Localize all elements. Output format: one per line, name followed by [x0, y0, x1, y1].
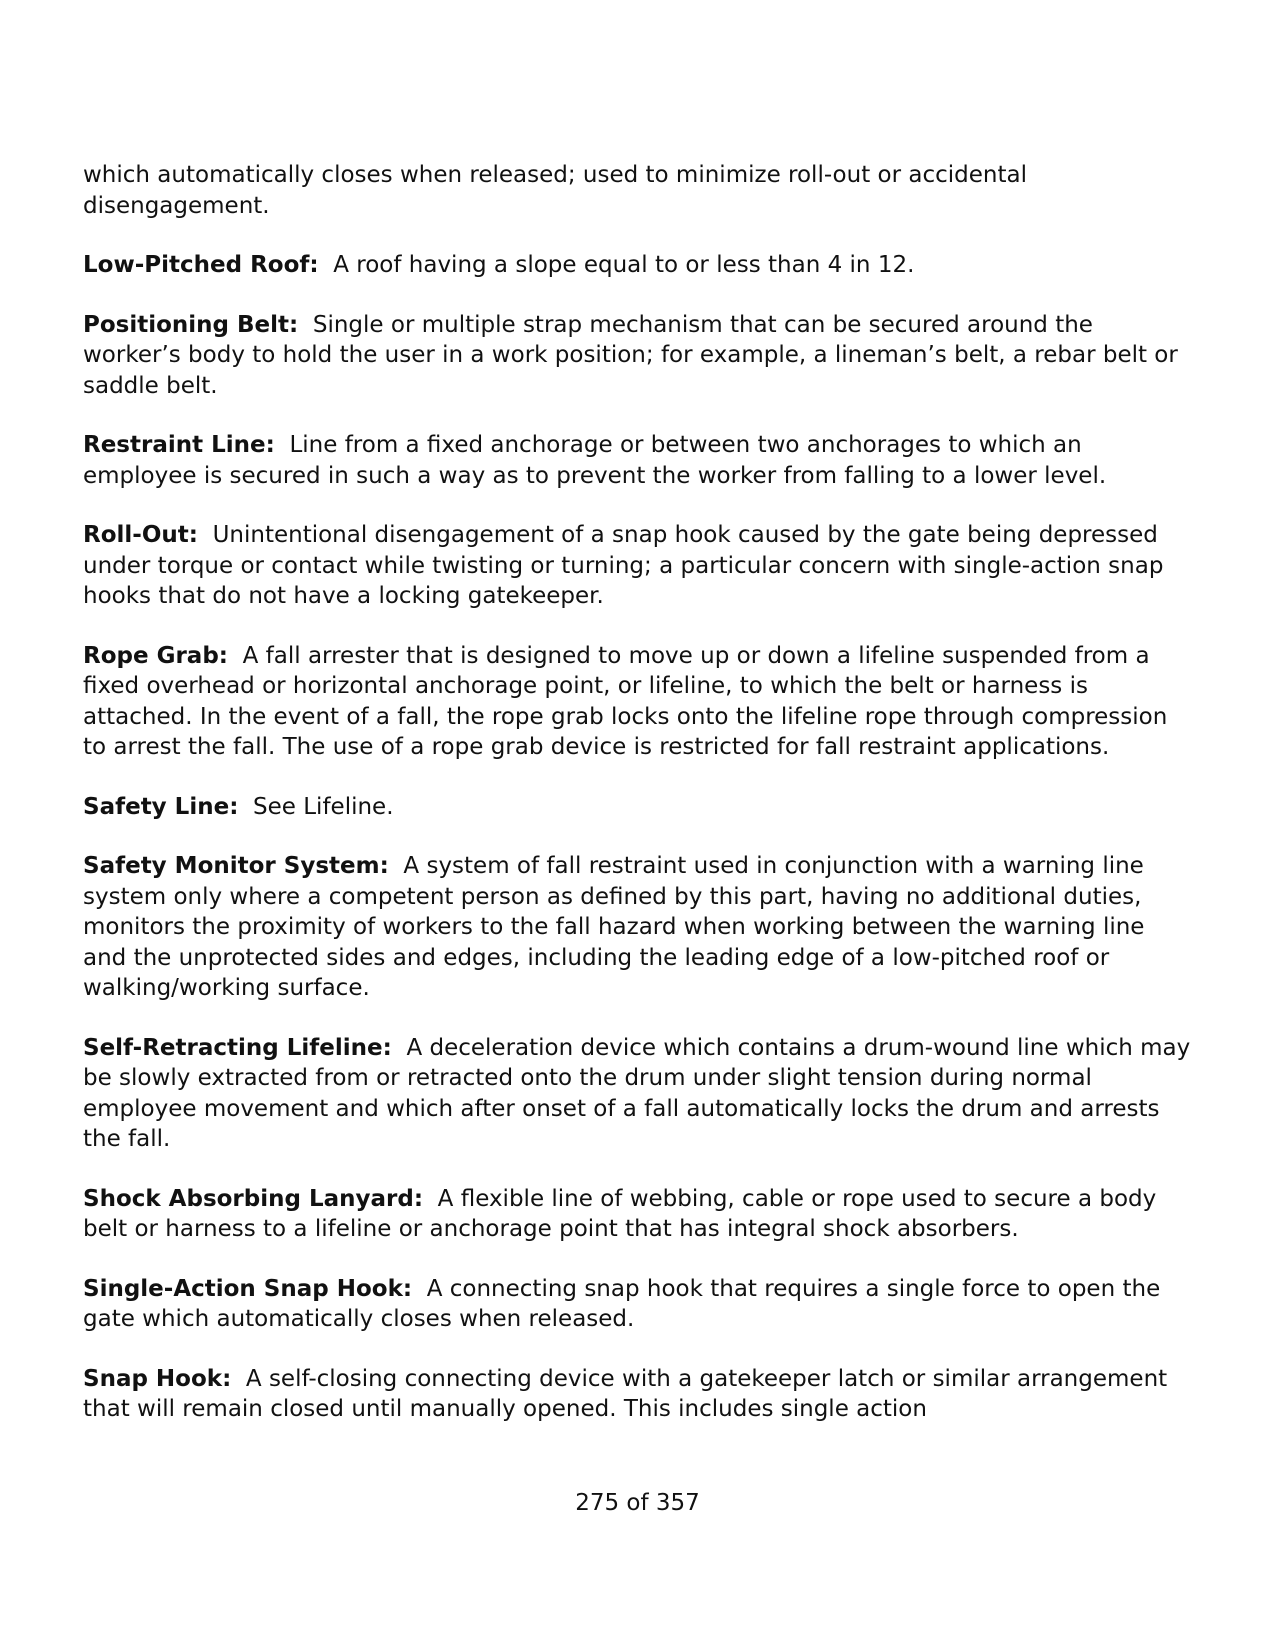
glossary-content	[83, 160, 1193, 1454]
glossary-entry-positioning-belt	[83, 310, 1193, 402]
glossary-term: Positioning Belt:	[83, 311, 299, 338]
glossary-entry-roll-out	[83, 520, 1193, 612]
glossary-entry-snap-hook	[83, 1364, 1193, 1425]
glossary-term: Safety Line:	[83, 793, 239, 820]
glossary-definition: A flexible line of webbing, cable or rope used to secure a body belt or harness to a lifeline or anchorage point that has integral shock absorbers.	[83, 1185, 1157, 1242]
glossary-term: Roll-Out:	[83, 522, 198, 548]
glossary-term: Snap Hook:	[83, 1365, 232, 1392]
glossary-definition: Single or multiple strap mechanism that can be secured around the worker’s body to hold the user in a work position; for example, a lineman’s belt, a rebar belt or saddle belt.	[83, 311, 1178, 399]
glossary-term: Safety Monitor System:	[83, 853, 389, 879]
glossary-entry-shock-absorbing-lanyard	[83, 1184, 1193, 1245]
glossary-term: Rope Grab:	[83, 642, 228, 669]
glossary-entry-low-pitched-roof	[83, 250, 1193, 281]
glossary-definition: A roof having a slope equal to or less than 4 in 12.	[333, 252, 915, 278]
glossary-term: Low-Pitched Roof:	[83, 252, 319, 278]
glossary-term: Restraint Line:	[83, 432, 275, 458]
glossary-definition: A system of fall restraint used in conjunction with a warning line system only where a competent person as defined by this part, having no additional duties, monitors the proximity of workers to the fall hazard when working between the warning line and the unprotected sides and edges, including the leading edge of a low-pitched roof or walking/working surface.	[83, 853, 1145, 1001]
glossary-entry-single-action-snap-hook	[83, 1274, 1193, 1335]
glossary-term: Shock Absorbing Lanyard:	[83, 1185, 424, 1212]
glossary-entry-safety-line	[83, 792, 1193, 823]
glossary-definition: Line from a fixed anchorage or between two anchorages to which an employee is secured in such a way as to prevent the worker from falling to a lower level.	[83, 432, 1107, 489]
glossary-entry-safety-monitor-system	[83, 851, 1193, 1004]
glossary-term: Single-Action Snap Hook:	[83, 1275, 413, 1302]
glossary-entry-restraint-line	[83, 430, 1193, 491]
glossary-definition: A self-closing connecting device with a gatekeeper latch or similar arrangement that will remain closed until manually opened. This includes single action	[83, 1365, 1168, 1422]
glossary-definition: Unintentional disengagement of a snap hook caused by the gate being depressed under torque or contact while twisting or turning; a particular concern with single-action snap hooks that do not have a locking gatekeeper.	[83, 522, 1164, 609]
glossary-definition: See Lifeline.	[253, 793, 394, 820]
glossary-entry-self-retracting-lifeline	[83, 1033, 1193, 1155]
glossary-definition: A connecting snap hook that requires a single force to open the gate which automatically closes when released.	[83, 1275, 1161, 1332]
continuation-paragraph: which automatically closes when released; used to minimize roll-out or accidental disengagement.	[83, 162, 1027, 219]
glossary-definition: A deceleration device which contains a drum-wound line which may be slowly extracted from or retracted onto the drum under slight tension during normal employee movement and which after onset of a fall automatically locks the drum and arrests the fall.	[83, 1034, 1191, 1152]
glossary-entry-rope-grab	[83, 641, 1193, 763]
glossary-definition: A fall arrester that is designed to move up or down a lifeline suspended from a fixed overhead or horizontal anchorage point, or lifeline, to which the belt or harness is attached. In the event of a fall, the rope grab locks onto the lifeline rope through compression to arrest the fall. The use of a rope grab device is restricted for fall restraint applications.	[83, 642, 1168, 760]
page-number: 275 of 357	[575, 1490, 700, 1516]
glossary-term: Self-Retracting Lifeline:	[83, 1034, 392, 1061]
